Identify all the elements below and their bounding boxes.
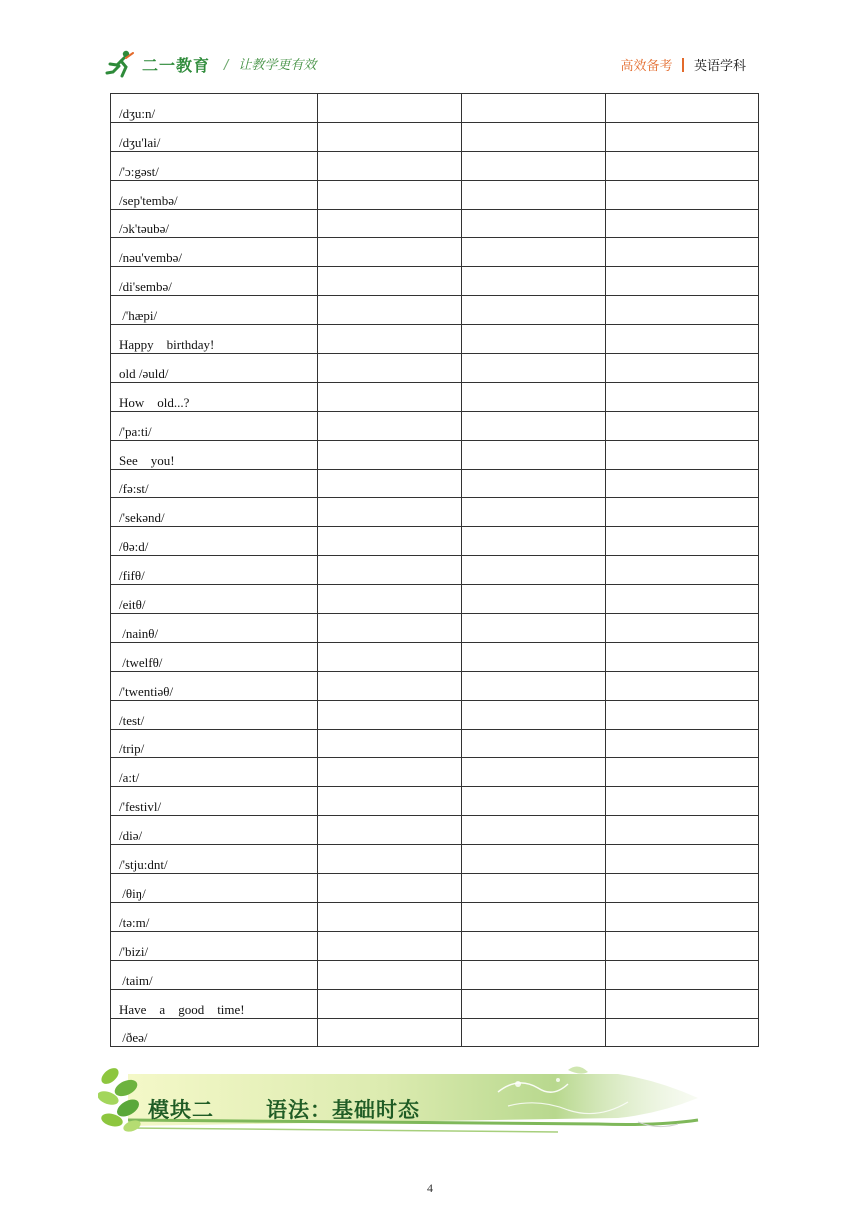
blank-answer-cell — [318, 440, 462, 469]
table-row — [111, 729, 759, 758]
brand-logo — [104, 48, 210, 80]
blank-answer-cell — [462, 267, 606, 296]
header-tagline: 高效备考 — [620, 59, 673, 74]
table-row — [111, 642, 759, 671]
blank-answer-cell — [318, 238, 462, 267]
blank-answer-cell — [318, 469, 462, 498]
vocab-term-cell: /'festivl/ — [111, 787, 318, 816]
vocab-term-cell: Have a good time! — [111, 989, 318, 1018]
table-row — [111, 209, 759, 238]
blank-answer-cell — [318, 585, 462, 614]
vocab-term-cell: /a:t/ — [111, 758, 318, 787]
blank-answer-cell — [462, 296, 606, 325]
blank-answer-cell — [606, 758, 759, 787]
blank-answer-cell — [318, 122, 462, 151]
table-row — [111, 411, 759, 440]
blank-answer-cell — [318, 989, 462, 1018]
blank-answer-cell — [462, 440, 606, 469]
blank-answer-cell — [318, 151, 462, 180]
blank-answer-cell — [318, 411, 462, 440]
blank-answer-cell — [606, 122, 759, 151]
vocab-term-cell: old /əuld/ — [111, 354, 318, 383]
blank-answer-cell — [606, 238, 759, 267]
slogan-text: 让教学更有效 — [238, 58, 317, 73]
blank-answer-cell — [462, 498, 606, 527]
blank-answer-cell — [606, 787, 759, 816]
blank-answer-cell — [462, 469, 606, 498]
table-row — [111, 556, 759, 585]
blank-answer-cell — [606, 642, 759, 671]
blank-answer-cell — [606, 902, 759, 931]
blank-answer-cell — [318, 325, 462, 354]
table-row — [111, 498, 759, 527]
vocab-term-cell: /'bizi/ — [111, 931, 318, 960]
blank-answer-cell — [318, 816, 462, 845]
table-row — [111, 440, 759, 469]
table-row — [111, 382, 759, 411]
blank-answer-cell — [462, 989, 606, 1018]
table-row — [111, 325, 759, 354]
blank-answer-cell — [462, 238, 606, 267]
header-subject — [620, 55, 746, 74]
vocab-term-cell: Happy birthday! — [111, 325, 318, 354]
table-row — [111, 874, 759, 903]
blank-answer-cell — [462, 180, 606, 209]
table-row — [111, 267, 759, 296]
blank-answer-cell — [318, 498, 462, 527]
table-row — [111, 585, 759, 614]
blank-answer-cell — [462, 614, 606, 643]
blank-answer-cell — [462, 527, 606, 556]
blank-answer-cell — [606, 1018, 759, 1047]
table-row — [111, 931, 759, 960]
section-title: 模块二 — [148, 1097, 214, 1122]
table-row — [111, 700, 759, 729]
blank-answer-cell — [318, 382, 462, 411]
blank-answer-cell — [606, 931, 759, 960]
blank-answer-cell — [462, 700, 606, 729]
blank-answer-cell — [606, 874, 759, 903]
blank-answer-cell — [462, 845, 606, 874]
blank-answer-cell — [318, 94, 462, 123]
blank-answer-cell — [462, 787, 606, 816]
blank-answer-cell — [462, 382, 606, 411]
blank-answer-cell — [462, 122, 606, 151]
blank-answer-cell — [462, 151, 606, 180]
table-row — [111, 238, 759, 267]
blank-answer-cell — [606, 180, 759, 209]
page-header — [104, 44, 752, 84]
vocab-term-cell: /nainθ/ — [111, 614, 318, 643]
slogan-slash: / — [224, 58, 229, 73]
blank-answer-cell — [606, 411, 759, 440]
blank-answer-cell — [318, 1018, 462, 1047]
blank-answer-cell — [462, 816, 606, 845]
table-row — [111, 845, 759, 874]
blank-answer-cell — [318, 845, 462, 874]
runner-icon — [104, 49, 138, 79]
vocab-term-cell: /test/ — [111, 700, 318, 729]
blank-answer-cell — [606, 989, 759, 1018]
blank-answer-cell — [606, 325, 759, 354]
vocab-term-cell: /nəu'vembə/ — [111, 238, 318, 267]
vocab-term-cell: /'stju:dnt/ — [111, 845, 318, 874]
table-row — [111, 180, 759, 209]
blank-answer-cell — [318, 267, 462, 296]
blank-answer-cell — [318, 180, 462, 209]
blank-answer-cell — [462, 325, 606, 354]
table-row — [111, 671, 759, 700]
vocab-term-cell: /'pa:ti/ — [111, 411, 318, 440]
vocab-term-cell: /'sekənd/ — [111, 498, 318, 527]
blank-answer-cell — [462, 902, 606, 931]
blank-answer-cell — [318, 729, 462, 758]
blank-answer-cell — [606, 354, 759, 383]
table-row — [111, 122, 759, 151]
vocabulary-table — [110, 93, 759, 1047]
blank-answer-cell — [318, 642, 462, 671]
blank-answer-cell — [318, 787, 462, 816]
vocab-term-cell: /θiŋ/ — [111, 874, 318, 903]
blank-answer-cell — [606, 671, 759, 700]
table-row — [111, 296, 759, 325]
blank-answer-cell — [462, 94, 606, 123]
vocab-term-cell: /θə:d/ — [111, 527, 318, 556]
blank-answer-cell — [318, 960, 462, 989]
vocab-term-cell: /di'sembə/ — [111, 267, 318, 296]
table-row — [111, 94, 759, 123]
blank-answer-cell — [462, 585, 606, 614]
blank-answer-cell — [318, 296, 462, 325]
vocab-term-cell: How old...? — [111, 382, 318, 411]
blank-answer-cell — [462, 642, 606, 671]
header-subject-name: 英语学科 — [693, 59, 746, 74]
blank-answer-cell — [606, 960, 759, 989]
vocab-term-cell: /ðeə/ — [111, 1018, 318, 1047]
blank-answer-cell — [318, 902, 462, 931]
vocab-term-cell: /dʒu'lai/ — [111, 122, 318, 151]
table-row — [111, 1018, 759, 1047]
blank-answer-cell — [606, 469, 759, 498]
table-row — [111, 527, 759, 556]
blank-answer-cell — [462, 209, 606, 238]
blank-answer-cell — [318, 671, 462, 700]
blank-answer-cell — [318, 209, 462, 238]
blank-answer-cell — [318, 700, 462, 729]
blank-answer-cell — [462, 874, 606, 903]
blank-answer-cell — [318, 527, 462, 556]
blank-answer-cell — [606, 527, 759, 556]
blank-answer-cell — [606, 845, 759, 874]
vocab-term-cell: /'hæpi/ — [111, 296, 318, 325]
table-row — [111, 816, 759, 845]
vocabulary-table-body — [111, 94, 759, 1047]
blank-answer-cell — [318, 556, 462, 585]
vocab-term-cell: /fifθ/ — [111, 556, 318, 585]
blank-answer-cell — [606, 296, 759, 325]
blank-answer-cell — [606, 556, 759, 585]
blank-answer-cell — [462, 931, 606, 960]
table-row — [111, 787, 759, 816]
page-number: 4 — [427, 1181, 433, 1195]
blank-answer-cell — [606, 585, 759, 614]
blank-answer-cell — [606, 700, 759, 729]
blank-answer-cell — [318, 931, 462, 960]
section-banner — [98, 1062, 702, 1142]
vocab-term-cell: /eitθ/ — [111, 585, 318, 614]
blank-answer-cell — [318, 354, 462, 383]
blank-answer-cell — [462, 1018, 606, 1047]
blank-answer-cell — [606, 267, 759, 296]
table-row — [111, 902, 759, 931]
blank-answer-cell — [462, 354, 606, 383]
vocab-term-cell: /dʒu:n/ — [111, 94, 318, 123]
blank-answer-cell — [606, 209, 759, 238]
blank-answer-cell — [606, 382, 759, 411]
table-row — [111, 758, 759, 787]
blank-answer-cell — [606, 614, 759, 643]
vocab-term-cell: /sep'tembə/ — [111, 180, 318, 209]
logo-name: 二一教育 — [142, 55, 211, 75]
blank-answer-cell — [606, 440, 759, 469]
blank-answer-cell — [318, 614, 462, 643]
vocab-term-cell: /fə:st/ — [111, 469, 318, 498]
blank-answer-cell — [606, 151, 759, 180]
table-row — [111, 469, 759, 498]
table-row — [111, 989, 759, 1018]
blank-answer-cell — [606, 94, 759, 123]
vocab-term-cell: /tə:m/ — [111, 902, 318, 931]
header-slogan — [224, 54, 316, 73]
table-row — [111, 151, 759, 180]
table-row — [111, 354, 759, 383]
vocab-term-cell: /ɔk'təubə/ — [111, 209, 318, 238]
vocab-term-cell: /twelfθ/ — [111, 642, 318, 671]
vocab-term-cell: /trip/ — [111, 729, 318, 758]
blank-answer-cell — [462, 411, 606, 440]
vocab-term-cell: /'ɔ:gəst/ — [111, 151, 318, 180]
blank-answer-cell — [606, 498, 759, 527]
vocab-term-cell: See you! — [111, 440, 318, 469]
blank-answer-cell — [462, 758, 606, 787]
vocab-term-cell: /taim/ — [111, 960, 318, 989]
blank-answer-cell — [462, 556, 606, 585]
table-row — [111, 960, 759, 989]
blank-answer-cell — [462, 960, 606, 989]
blank-answer-cell — [606, 729, 759, 758]
blank-answer-cell — [462, 671, 606, 700]
blank-answer-cell — [606, 816, 759, 845]
table-row — [111, 614, 759, 643]
blank-answer-cell — [318, 874, 462, 903]
vocab-term-cell: /'twentiəθ/ — [111, 671, 318, 700]
blank-answer-cell — [462, 729, 606, 758]
vocab-term-cell: /diə/ — [111, 816, 318, 845]
blank-answer-cell — [318, 758, 462, 787]
header-divider — [682, 58, 684, 72]
section-subtitle: 语法：基础时态 — [266, 1097, 420, 1122]
